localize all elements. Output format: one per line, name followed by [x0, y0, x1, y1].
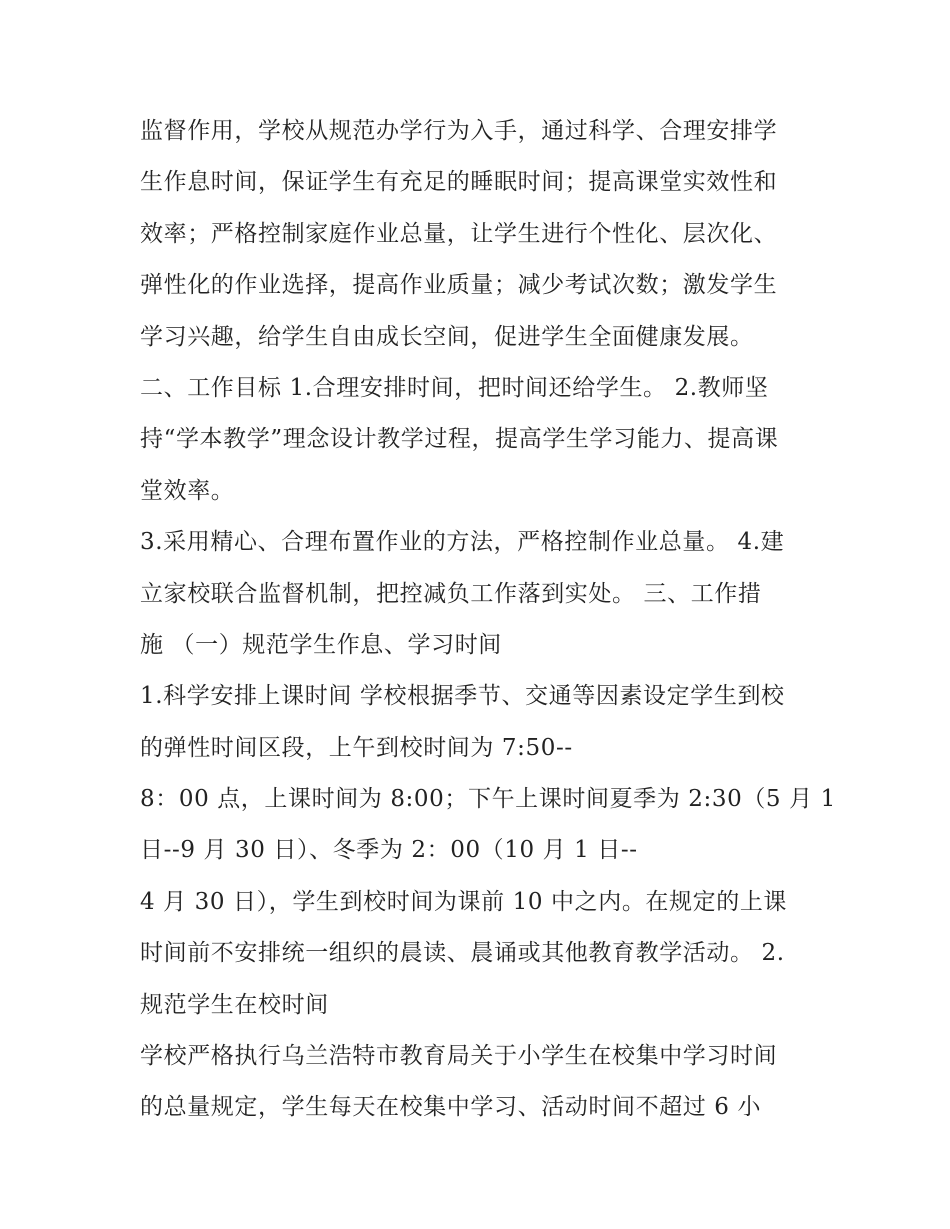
text-line: 的总量规定，学生每天在校集中学习、活动时间不超过 6 小	[140, 1094, 762, 1121]
text-line: 二、工作目标 1.合理安排时间，把时间还给学生。 2.教师坚	[140, 374, 769, 401]
text-line: 施 （一）规范学生作息、学习时间	[140, 631, 502, 658]
text-line: 生作息时间，保证学生有充足的睡眠时间；提高课堂实效性和	[140, 169, 778, 196]
text-line: 学校严格执行乌兰浩特市教育局关于小学生在校集中学习时间	[140, 1043, 778, 1070]
text-line: 时间前不安排统一组织的晨读、晨诵或其他教育教学活动。 2.	[140, 940, 785, 967]
text-line: 8：00 点，上课时间为 8:00；下午上课时间夏季为 2:30（5 月 1	[140, 786, 836, 813]
text-line: 规范学生在校时间	[140, 991, 329, 1018]
text-line: 持“学本教学”理念设计教学过程，提高学生学习能力、提高课	[140, 426, 779, 453]
text-line: 4 月 30 日），学生到校时间为课前 10 中之内。在规定的上课	[140, 888, 788, 915]
text-line: 弹性化的作业选择，提高作业质量；减少考试次数；激发学生	[140, 272, 778, 299]
text-line: 1.科学安排上课时间 学校根据季节、交通等因素设定学生到校	[140, 683, 785, 710]
text-line: 3.采用精心、合理布置作业的方法，严格控制作业总量。 4.建	[140, 529, 785, 556]
text-line: 立家校联合监督机制，把控减负工作落到实处。 三、工作措	[140, 580, 762, 607]
text-line: 监督作用，学校从规范办学行为入手，通过科学、合理安排学	[140, 118, 778, 144]
document-body	[140, 106, 836, 1134]
text-line: 日--9 月 30 日）、冬季为 2：00（10 月 1 日--	[140, 837, 638, 864]
text-line: 的弹性时间区段，上午到校时间为 7:50--	[140, 734, 573, 761]
text-line: 效率；严格控制家庭作业总量，让学生进行个性化、层次化、	[140, 220, 778, 247]
text-line: 学习兴趣，给学生自由成长空间，促进学生全面健康发展。	[140, 323, 754, 350]
text-line: 堂效率。	[140, 477, 235, 504]
